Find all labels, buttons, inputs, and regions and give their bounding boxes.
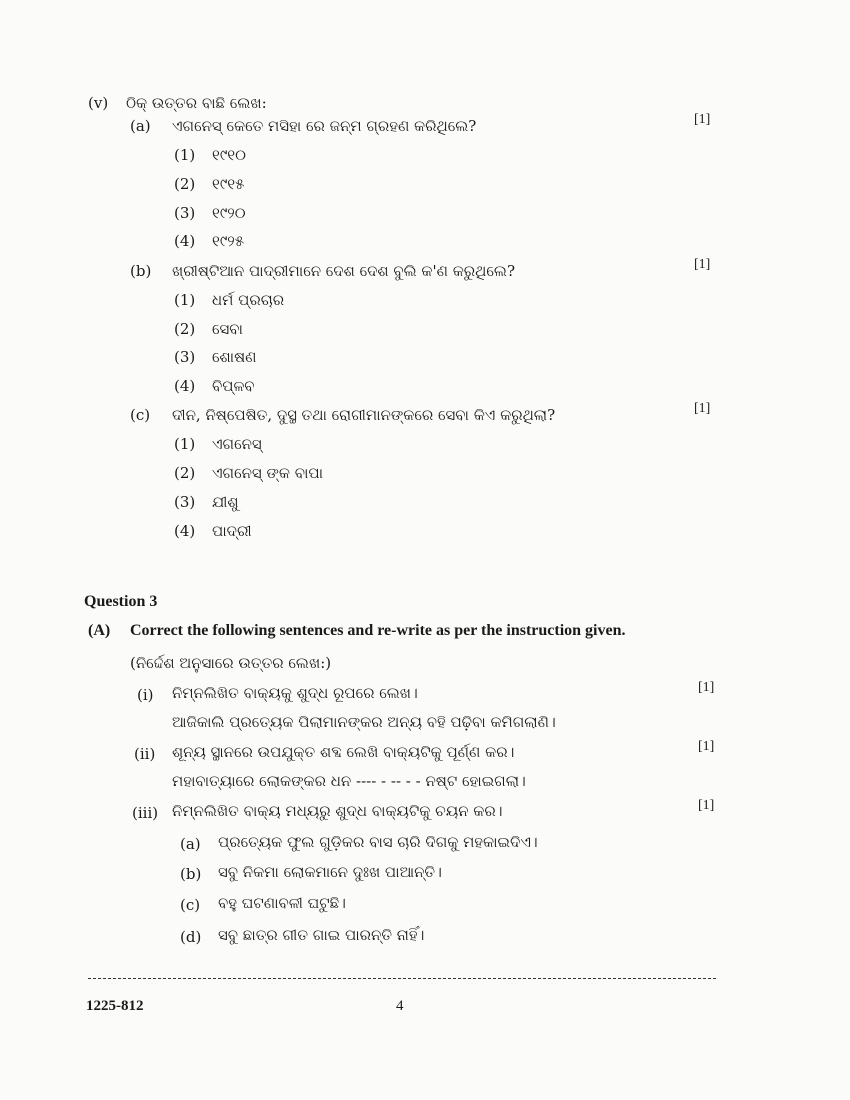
- part-a-mark: [1]: [694, 112, 711, 127]
- option-number: (3): [174, 493, 196, 511]
- part-c-question: ଦୀନ, ନିଷ୍ପେଷିତ, ଦୁସ୍ଥ ତଥା ରୋଗୀମାନଙ୍କରେ ସେବା କିଏ କରୁଥିଲା?: [172, 406, 556, 424]
- option-number: (1): [174, 435, 196, 453]
- item-iii-mark: [1]: [698, 798, 715, 813]
- section-a-label: (A): [88, 622, 111, 639]
- item-i-number: (i): [137, 686, 154, 704]
- option-text: ବିପ୍ଳବ: [212, 377, 255, 395]
- option-text: ଧର୍ମ ପ୍ରଚାର: [212, 291, 285, 309]
- question-v-instruction: ଠିକ୍ ଉତ୍ତର ବାଛି ଲେଖ:: [126, 94, 267, 112]
- option-number: (1): [174, 146, 196, 164]
- part-a-question: ଏଗନେସ୍ କେତେ ମସିହା ରେ ଜନ୍ମ ଗ୍ରହଣ କରିଥିଲେ?: [172, 117, 477, 135]
- item-i-mark: [1]: [698, 680, 715, 695]
- option-text: ୧୯୨୫: [212, 232, 245, 250]
- part-c-label: (c): [130, 406, 151, 424]
- choice-number: (b): [180, 865, 202, 883]
- choice-number: (a): [180, 835, 201, 853]
- option-number: (2): [174, 320, 196, 338]
- option-text: ସେବା: [212, 320, 243, 338]
- part-b-question: ଖ୍ରୀଷ୍ଟିଆନ ପାଦ୍ରୀମାନେ ଦେଶ ଦେଶ ବୁଲି କ'ଣ କରୁଥିଲେ?: [172, 262, 515, 280]
- item-ii-number: (ii): [134, 745, 156, 763]
- choice-text: ପ୍ରତ୍ୟେକ ଫୁଲ ଗୁଡ଼ିକର ବାସ ଚାରି ଦିଗକୁ ମହକାଇଦିଏ।: [218, 833, 538, 851]
- section-a-instruction-odia: (ନିର୍ଦ୍ଦେଶ ଅନୁସାରେ ଉତ୍ତର ଲେଖ:): [130, 654, 332, 672]
- question-3-title: Question 3: [84, 593, 158, 610]
- option-number: (2): [174, 175, 196, 193]
- option-number: (2): [174, 464, 196, 482]
- paper-code: 1225-812: [86, 998, 144, 1014]
- option-text: ଏଗନେସ୍: [212, 435, 262, 453]
- item-ii-text: ଶୂନ୍ୟ ସ୍ଥାନରେ ଉପଯୁକ୍ତ ଶବ୍ଦ ଲେଖି ବାକ୍ୟଟିକୁ ପୂର୍ଣ୍ଣ କର।: [172, 743, 515, 761]
- option-text: ୧୯୧୫: [212, 175, 245, 193]
- option-number: (3): [174, 204, 196, 222]
- item-ii-sentence: ମହାବାତ୍ୟାରେ ଲୋକଙ୍କର ଧନ ---- - -- - - ନଷ୍ଟ ହୋଇଗଲା।: [172, 772, 526, 790]
- item-iii-number: (iii): [132, 804, 159, 822]
- part-b-mark: [1]: [694, 257, 711, 272]
- option-text: ୧୯୨୦: [212, 204, 246, 222]
- option-number: (4): [174, 522, 196, 540]
- option-text: ଏଗନେସ୍ ଙ୍କ ବାପା: [212, 464, 324, 482]
- item-i-text: ନିମ୍ନଲିଖିତ ବାକ୍ୟକୁ ଶୁଦ୍ଧ ରୂପରେ ଲେଖ।: [172, 684, 418, 702]
- question-v-number: (v): [88, 94, 109, 112]
- option-text: ଶୋଷଣ: [212, 348, 257, 366]
- part-b-label: (b): [130, 262, 152, 280]
- choice-text: ସବୁ ଛାତ୍ର ଗୀତ ଗାଇ ପାରନ୍ତି ନାହିଁ।: [218, 926, 425, 944]
- option-text: ପାଦ୍ରୀ: [212, 522, 252, 540]
- choice-number: (d): [180, 928, 202, 946]
- option-number: (4): [174, 232, 196, 250]
- option-number: (1): [174, 291, 196, 309]
- choice-text: ସବୁ ନିକମା ଲୋକମାନେ ଦୁଃଖ ପାଆନ୍ତି।: [218, 863, 442, 881]
- choice-text: ବହୁ ଘଟଣାବଳୀ ଘଟୁଛି।: [218, 894, 346, 912]
- item-i-sentence: ଆଜିକାଲି ପ୍ରତ୍ୟେକ ପିଲାମାନଙ୍କର ଅନ୍ୟ ବହି ପଢ଼ିବା କମିଗଲାଣି।: [172, 713, 556, 731]
- item-ii-mark: [1]: [698, 739, 715, 754]
- section-a-instruction: Correct the following sentences and re-write as per the instruction given.: [130, 622, 626, 639]
- part-a-label: (a): [130, 117, 151, 135]
- option-number: (4): [174, 377, 196, 395]
- item-iii-text: ନିମ୍ନଲିଖିତ ବାକ୍ୟ ମଧ୍ୟରୁ ଶୁଦ୍ଧ ବାକ୍ୟଟିକୁ ଚୟନ କର।: [172, 802, 503, 820]
- page-divider: [88, 978, 716, 979]
- page-number: 4: [396, 998, 404, 1014]
- choice-number: (c): [180, 896, 201, 914]
- option-number: (3): [174, 348, 196, 366]
- part-c-mark: [1]: [694, 401, 711, 416]
- option-text: ୧୯୧୦: [212, 146, 246, 164]
- option-text: ଯୀଶୁ: [212, 493, 239, 511]
